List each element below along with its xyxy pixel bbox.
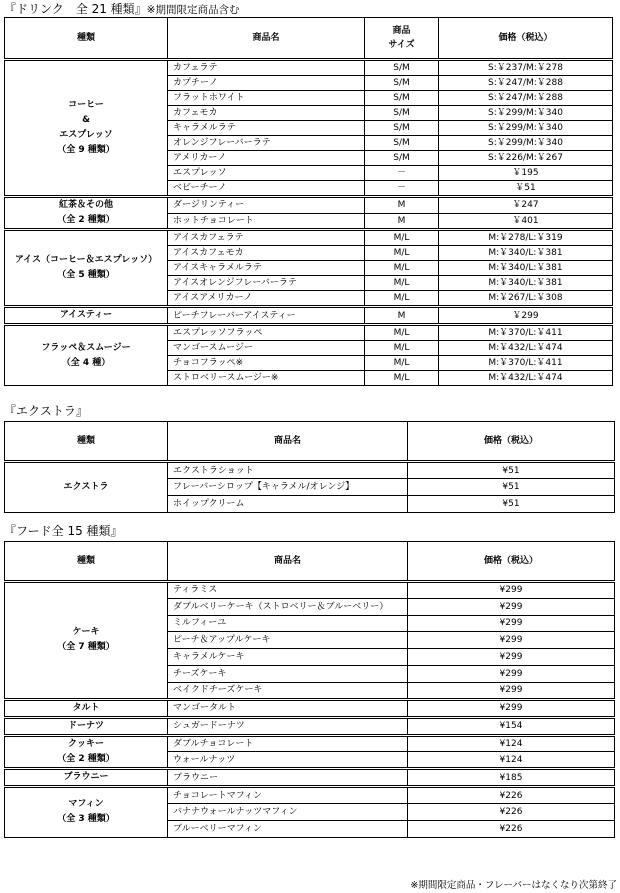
extra-header-name: 商品名 [168, 422, 408, 462]
item-name: チーズケーキ [168, 665, 408, 682]
item-price: ¥299 [408, 682, 615, 699]
item-price: ¥299 [408, 665, 615, 682]
extra-section-title [4, 404, 88, 418]
item-price: ¥51 [408, 479, 615, 496]
item-name: カフェモカ [168, 106, 365, 121]
table-row [5, 60, 613, 76]
item-price: ￥401 [439, 213, 613, 230]
item-size: S/M [365, 60, 439, 76]
item-name: エスプレッソ [168, 166, 365, 181]
drink-header-price: 価格（税込） [439, 18, 613, 60]
item-price: ¥299 [408, 598, 615, 615]
table-row [5, 699, 615, 717]
item-size: M/L [365, 356, 439, 371]
item-name: キャラメルケーキ [168, 649, 408, 666]
item-size: M/L [365, 325, 439, 341]
item-name: アイスカフェモカ [168, 246, 365, 261]
item-name: キャラメルラテ [168, 121, 365, 136]
item-price: M:￥267/L:￥308 [439, 291, 613, 307]
item-size: S/M [365, 91, 439, 106]
item-size: － [365, 181, 439, 197]
item-size: M/L [365, 291, 439, 307]
item-name: ブルーベリーマフィン [168, 820, 408, 837]
item-price: ￥247 [439, 197, 613, 214]
footer-note: ※期間限定商品・フレーバーはなくなり次第終了 [410, 880, 617, 891]
category-cell: 紅茶＆その他 （全 2 種類） [5, 197, 168, 230]
item-name: カプチーノ [168, 76, 365, 91]
item-name: ミルフィーユ [168, 615, 408, 632]
item-price: ¥226 [408, 803, 615, 820]
item-price: M:￥370/L:￥411 [439, 325, 613, 341]
item-price: S:￥247/M:￥288 [439, 76, 613, 91]
category-cell: クッキー （全 2 種類） [5, 735, 168, 769]
item-name: ベビーチーノ [168, 181, 365, 197]
table-row [5, 307, 613, 325]
category-cell: ケーキ （全 7 種類） [5, 582, 168, 700]
item-name: アイスオレンジフレーバーラテ [168, 276, 365, 291]
item-price: S:￥299/M:￥340 [439, 106, 613, 121]
drink-section-title [4, 2, 239, 17]
drink-header-name: 商品名 [168, 18, 365, 60]
item-name: ブラウニー [168, 769, 408, 787]
table-row [5, 735, 615, 752]
item-name: カフェラテ [168, 60, 365, 76]
item-size: － [365, 166, 439, 181]
drink-table [4, 17, 613, 386]
item-name: ストロベリースムージー※ [168, 371, 365, 386]
item-name: ダブルベリーケーキ（ストロベリー＆ブルーベリー） [168, 598, 408, 615]
item-name: チョコフラッペ※ [168, 356, 365, 371]
item-name: ピーチ＆アップルケーキ [168, 632, 408, 649]
table-row [5, 787, 615, 804]
category-cell: ドーナツ [5, 717, 168, 735]
item-price: ¥299 [408, 582, 615, 599]
table-row [5, 197, 613, 214]
item-size: M [365, 307, 439, 325]
item-price: ¥124 [408, 752, 615, 769]
item-size: M/L [365, 261, 439, 276]
item-name: マンゴータルト [168, 699, 408, 717]
item-price: ¥124 [408, 735, 615, 752]
item-name: フラットホワイト [168, 91, 365, 106]
category-cell: フラッペ＆スムージー （全 4 種） [5, 325, 168, 386]
category-cell: アイスティー [5, 307, 168, 325]
item-size: M/L [365, 230, 439, 246]
item-name: ベイクドチーズケーキ [168, 682, 408, 699]
item-size: S/M [365, 76, 439, 91]
table-row [5, 230, 613, 246]
item-name: マンゴースムージー [168, 341, 365, 356]
item-price: ¥299 [408, 615, 615, 632]
food-header-category: 種類 [5, 542, 168, 582]
item-size: S/M [365, 106, 439, 121]
category-cell: タルト [5, 699, 168, 717]
item-size: S/M [365, 151, 439, 166]
item-size: S/M [365, 136, 439, 151]
item-name: ホットチョコレート [168, 213, 365, 230]
item-name: ピーチフレーバーアイスティー [168, 307, 365, 325]
item-price: ¥154 [408, 717, 615, 735]
item-name: シュガードーナツ [168, 717, 408, 735]
category-cell: コーヒー & エスプレッソ （全 9 種類） [5, 60, 168, 197]
item-name: アイスキャラメルラテ [168, 261, 365, 276]
extra-table [4, 421, 615, 513]
extra-title: 『エクストラ』 [4, 404, 88, 418]
item-price: M:￥370/L:￥411 [439, 356, 613, 371]
food-title: 『フード全 15 種類』 [4, 524, 123, 538]
item-price: ¥51 [408, 462, 615, 479]
extra-header-price: 価格（税込） [408, 422, 615, 462]
item-name: エスプレッソフラッペ [168, 325, 365, 341]
item-name: オレンジフレーバーラテ [168, 136, 365, 151]
item-name: アメリカーノ [168, 151, 365, 166]
item-name: ダブルチョコレート [168, 735, 408, 752]
item-price: S:￥226/M:￥267 [439, 151, 613, 166]
item-price: M:￥432/L:￥474 [439, 371, 613, 386]
item-price: ￥299 [439, 307, 613, 325]
item-name: ホイップクリーム [168, 496, 408, 513]
drink-title: 『ドリンク 全 21 種類』 [4, 2, 147, 16]
item-price: ￥195 [439, 166, 613, 181]
item-size: S/M [365, 121, 439, 136]
item-size: M/L [365, 246, 439, 261]
item-price: S:￥237/M:￥278 [439, 60, 613, 76]
table-row [5, 717, 615, 735]
table-row [5, 582, 615, 599]
table-row [5, 769, 615, 787]
food-table [4, 541, 615, 838]
item-name: チョコレートマフィン [168, 787, 408, 804]
category-cell: ブラウニー [5, 769, 168, 787]
item-name: フレーバーシロップ【キャラメル/オレンジ】 [168, 479, 408, 496]
food-section-title [4, 524, 123, 538]
item-price: ¥185 [408, 769, 615, 787]
item-price: M:￥278/L:￥319 [439, 230, 613, 246]
item-name: バナナウォールナッツマフィン [168, 803, 408, 820]
item-price: ¥226 [408, 787, 615, 804]
item-name: ウォールナッツ [168, 752, 408, 769]
extra-header-category: 種類 [5, 422, 168, 462]
item-size: M/L [365, 276, 439, 291]
item-price: M:￥340/L:￥381 [439, 261, 613, 276]
category-cell: エクストラ [5, 462, 168, 513]
item-price: ￥51 [439, 181, 613, 197]
item-price: S:￥299/M:￥340 [439, 121, 613, 136]
drink-note: ※期間限定商品含む [146, 4, 240, 16]
item-price: ¥299 [408, 632, 615, 649]
item-name: エクストラショット [168, 462, 408, 479]
item-price: ¥299 [408, 699, 615, 717]
item-name: ダージリンティー [168, 197, 365, 214]
item-price: ¥299 [408, 649, 615, 666]
item-price: M:￥432/L:￥474 [439, 341, 613, 356]
table-row [5, 462, 615, 479]
drink-header-category: 種類 [5, 18, 168, 60]
food-header-price: 価格（税込） [408, 542, 615, 582]
item-size: M [365, 197, 439, 214]
item-price: S:￥299/M:￥340 [439, 136, 613, 151]
category-cell: アイス（コーヒー＆エスプレッソ） （全 5 種類） [5, 230, 168, 307]
item-size: M [365, 213, 439, 230]
item-name: アイスアメリカーノ [168, 291, 365, 307]
category-cell: マフィン （全 3 種類） [5, 787, 168, 837]
item-size: M/L [365, 341, 439, 356]
item-name: ティラミス [168, 582, 408, 599]
item-price: M:￥340/L:￥381 [439, 246, 613, 261]
item-price: ¥51 [408, 496, 615, 513]
item-price: ¥226 [408, 820, 615, 837]
item-price: M:￥340/L:￥381 [439, 276, 613, 291]
item-name: アイスカフェラテ [168, 230, 365, 246]
food-header-name: 商品名 [168, 542, 408, 582]
drink-header-size: 商品 サイズ [365, 18, 439, 60]
item-size: M/L [365, 371, 439, 386]
table-row [5, 325, 613, 341]
item-price: S:￥247/M:￥288 [439, 91, 613, 106]
